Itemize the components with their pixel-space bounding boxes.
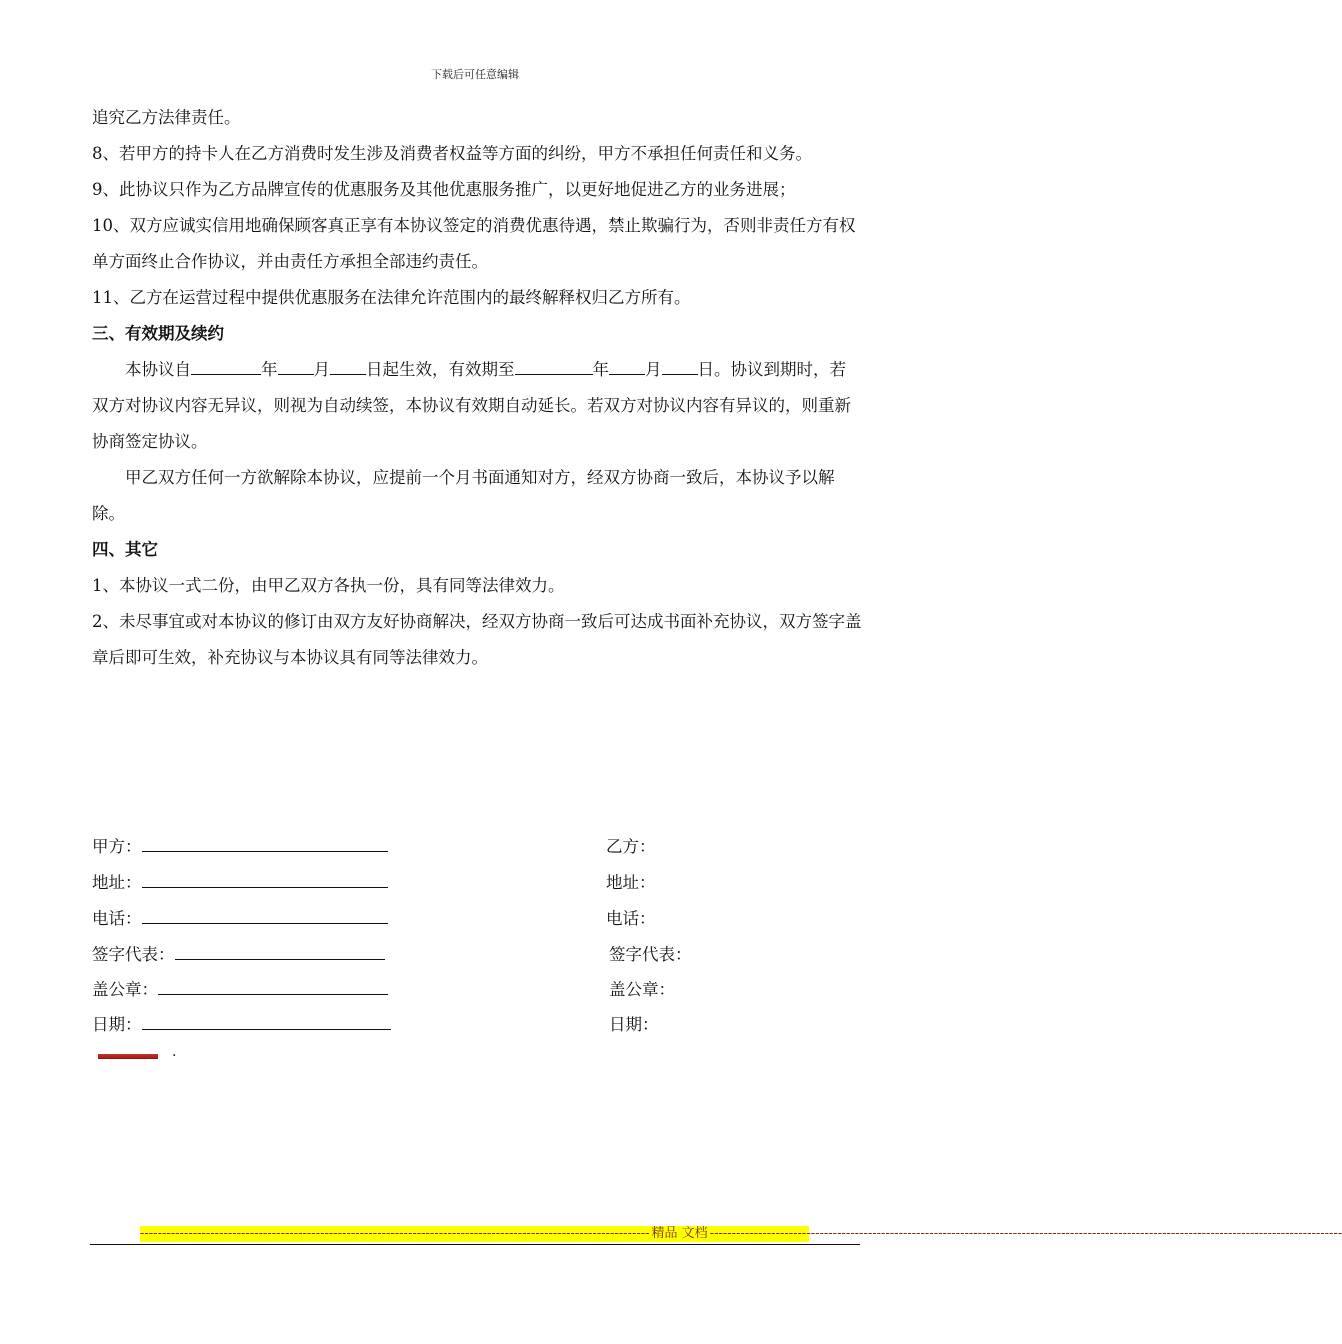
blank-line[interactable] (278, 358, 314, 375)
seal-a-label: 盖公章： (92, 976, 388, 1000)
paragraph: 甲乙双方任何一方欲解除本协议，应提前一个月书面通知对方，经双方协商一致后，本协议予以解除。 (92, 468, 835, 523)
address-a-label: 地址： (92, 869, 388, 893)
blank-line[interactable] (609, 358, 645, 375)
party-b-label: 乙方： (606, 837, 656, 856)
representative-b-label: 签字代表： (609, 945, 692, 964)
section-heading: 四、其它 (92, 540, 158, 559)
text-fragment: 日起生效，有效期至 (366, 360, 515, 379)
representative-a-label: 签字代表： (92, 941, 385, 965)
footer-band (140, 1226, 1342, 1242)
text-fragment: 年 (261, 360, 278, 379)
paragraph: 1、本协议一式二份，由甲乙双方各执一份，具有同等法律效力。 (92, 576, 565, 595)
text-fragment: 日。协议到期时，若双方对协议内容无异议，则视为自动续签，本协议有效期自动延长。若双方对协议内容有异议的，则重新协商签定协议。 (92, 360, 851, 451)
footer-rule (90, 1244, 860, 1245)
signature-row (0, 905, 950, 933)
blank-line[interactable] (662, 358, 698, 375)
paragraph: 10、双方应诚实信用地确保顾客真正享有本协议签定的消费优惠待遇，禁止欺骗行为，否则非责任方有权单方面终止合作协议，并由责任方承担全部违约责任。 (92, 216, 856, 271)
signature-row (0, 833, 950, 861)
blank-line[interactable] (515, 358, 593, 375)
red-mark (98, 1054, 158, 1059)
phone-a-field[interactable] (142, 905, 388, 924)
footer-label: 精品 文档 (651, 1226, 708, 1241)
signature-row (0, 941, 950, 969)
date-b-label: 日期： (609, 1015, 659, 1034)
signature-row (0, 869, 950, 897)
party-a-label: 甲方： (92, 833, 388, 857)
paragraph: 2、未尽事宜或对本协议的修订由双方友好协商解决，经双方协商一致后可达成书面补充协议，双方签字盖章后即可生效，补充协议与本协议具有同等法律效力。 (92, 612, 862, 667)
section-heading: 三、有效期及续约 (92, 324, 224, 343)
text-fragment: 月 (313, 360, 330, 379)
text-fragment: 年 (592, 360, 609, 379)
paragraph: 9、此协议只作为乙方品牌宣传的优惠服务及其他优惠服务推广，以更好地促进乙方的业务进展； (92, 180, 796, 199)
signature-row (0, 1011, 950, 1039)
date-a-field[interactable] (142, 1011, 391, 1030)
date-a-label: 日期： (92, 1011, 391, 1035)
address-a-field[interactable] (142, 869, 388, 888)
phone-a-label: 电话： (92, 905, 388, 929)
document-body (92, 100, 862, 676)
text-fragment: 月 (645, 360, 662, 379)
paragraph: 11、乙方在运营过程中提供优惠服务在法律允许范围内的最终解释权归乙方所有。 (92, 288, 691, 307)
paragraph: 追究乙方法律责任。 (92, 108, 241, 127)
footer-dashes-right: ------------------------------------------------------------------------------------------------------------------------------------------------ (709, 1226, 1342, 1241)
dot-mark: . (172, 1044, 177, 1060)
validity-paragraph (92, 352, 862, 460)
footer-dashes-left: -------------------------------------------------------------------------------------------------------------------- (140, 1226, 650, 1241)
text-fragment: 本协议自 (125, 360, 191, 379)
header-note: 下载后可任意编辑 (431, 68, 519, 81)
representative-a-field[interactable] (175, 941, 385, 960)
blank-line[interactable] (330, 358, 366, 375)
paragraph: 8、若甲方的持卡人在乙方消费时发生涉及消费者权益等方面的纠纷，甲方不承担任何责任和义务。 (92, 144, 812, 163)
blank-line[interactable] (191, 358, 261, 375)
seal-b-label: 盖公章： (609, 980, 675, 999)
signature-row (0, 976, 950, 1004)
seal-a-field[interactable] (158, 976, 388, 995)
phone-b-label: 电话： (606, 909, 656, 928)
address-b-label: 地址： (606, 873, 656, 892)
party-a-field[interactable] (142, 833, 388, 852)
